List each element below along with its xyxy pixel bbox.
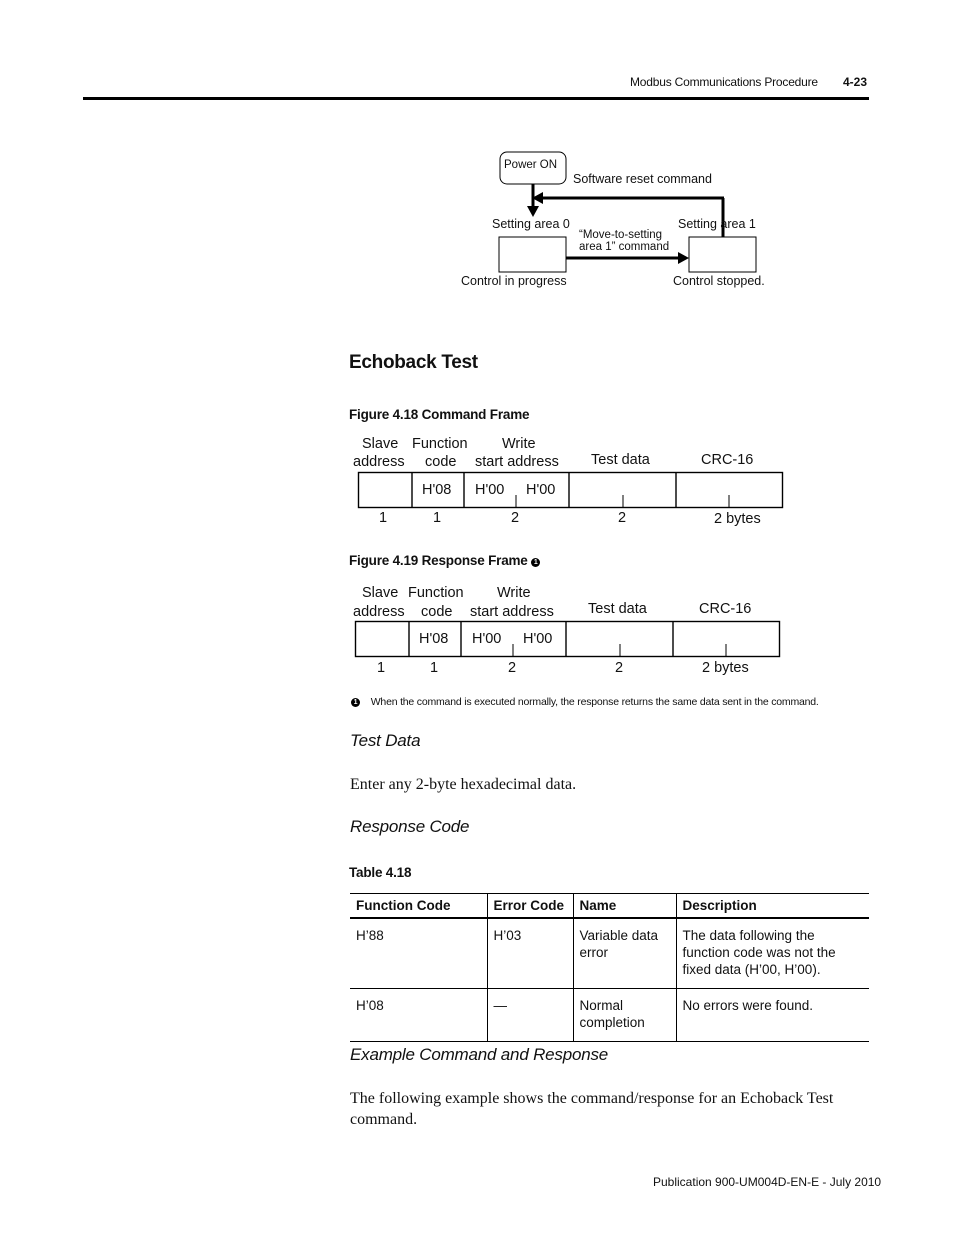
reset-command-label: Software reset command [573,172,712,186]
fig18-cell-write-lo: H'00 [526,482,556,498]
control-progress-label: Control in progress [461,274,567,288]
cell-error-code: H’03 [487,918,573,989]
table-row [350,989,869,1042]
footnote: 1 When the command is executed normally, the response returns the same data sent in the command. [351,696,819,708]
fig18-cell-write-hi: H'00 [475,482,505,498]
cell-function-code: H’88 [350,918,487,989]
fig18-size-2: 1 [433,510,442,526]
move-command-label: “Move-to-setting area 1” command [579,229,670,253]
header-rule [83,97,869,100]
fig19-write-label: Write [497,585,531,601]
figure-18-caption: Figure 4.18 Command Frame [349,407,530,422]
fig19-slave-label: Slave [362,585,399,601]
fig19-size-2: 1 [430,660,439,676]
figure-19-caption: Figure 4.19 Response Frame 1 [349,553,540,568]
footnote-marker-icon: 1 [531,558,540,567]
fig19-code-label: code [421,604,453,620]
fig19-size-1: 1 [377,660,386,676]
running-header-title: Modbus Communications Procedure [630,75,818,89]
table-header-row [350,894,869,919]
fig19-crc-label: CRC-16 [699,601,752,617]
example-text: The following example shows the command/response for an Echoback Test command. [350,1090,834,1128]
fig19-start-address-label: start address [470,604,554,620]
test-data-text: Enter any 2-byte hexadecimal data. [350,776,577,793]
fig18-size-5: 2 bytes [714,511,761,527]
cell-name: Normal completion [573,989,676,1042]
setting-area-1-label: Setting area 1 [678,217,756,231]
publication-footer: Publication 900-UM004D-EN-E - July 2010 [653,1175,882,1189]
fig19-cell-write-lo: H'00 [523,631,553,647]
table-row [350,918,869,989]
example-heading: Example Command and Response [350,1045,609,1064]
fig19-function-label: Function [408,585,464,601]
col-function-code: Function Code [350,894,487,919]
fig18-function-label: Function [412,436,468,452]
power-on-label: Power ON [504,159,558,171]
fig18-size-1: 1 [379,510,388,526]
cell-description: No errors were found. [676,989,869,1042]
test-data-heading: Test Data [350,731,421,750]
fig19-address-label: address [353,604,405,620]
fig19-cell-function: H'08 [419,631,449,647]
control-stopped-label: Control stopped. [673,274,765,288]
footnote-marker-icon: 1 [351,698,360,707]
setting-area-1-box [689,237,756,272]
response-code-heading: Response Code [350,817,470,836]
setting-area-0-label: Setting area 0 [492,217,570,231]
fig18-crc-label: CRC-16 [701,452,754,468]
table-caption: Table 4.18 [349,865,412,880]
section-title: Echoback Test [349,352,478,373]
fig18-size-4: 2 [618,510,627,526]
col-error-code: Error Code [487,894,573,919]
page-number: 4-23 [843,75,868,89]
fig18-code-label: code [425,454,457,470]
fig18-slave-label: Slave [362,436,399,452]
fig19-cell-write-hi: H'00 [472,631,502,647]
fig18-cell-function: H'08 [422,482,452,498]
setting-area-0-box [499,237,566,272]
response-code-table [350,893,869,1042]
cell-error-code: — [487,989,573,1042]
fig18-write-label: Write [502,436,536,452]
col-description: Description [676,894,869,919]
fig19-size-4: 2 [615,660,624,676]
fig19-size-3: 2 [508,660,517,676]
fig18-start-address-label: start address [475,454,559,470]
fig18-test-data-label: Test data [591,452,650,468]
cell-function-code: H’08 [350,989,487,1042]
fig19-size-5: 2 bytes [702,660,749,676]
cell-description: The data following the function code was not the fixed data (H’00, H’00). [676,918,869,989]
col-name: Name [573,894,676,919]
cell-name: Variable data error [573,918,676,989]
fig18-address-label: address [353,454,405,470]
fig19-test-data-label: Test data [588,601,647,617]
fig18-size-3: 2 [511,510,520,526]
